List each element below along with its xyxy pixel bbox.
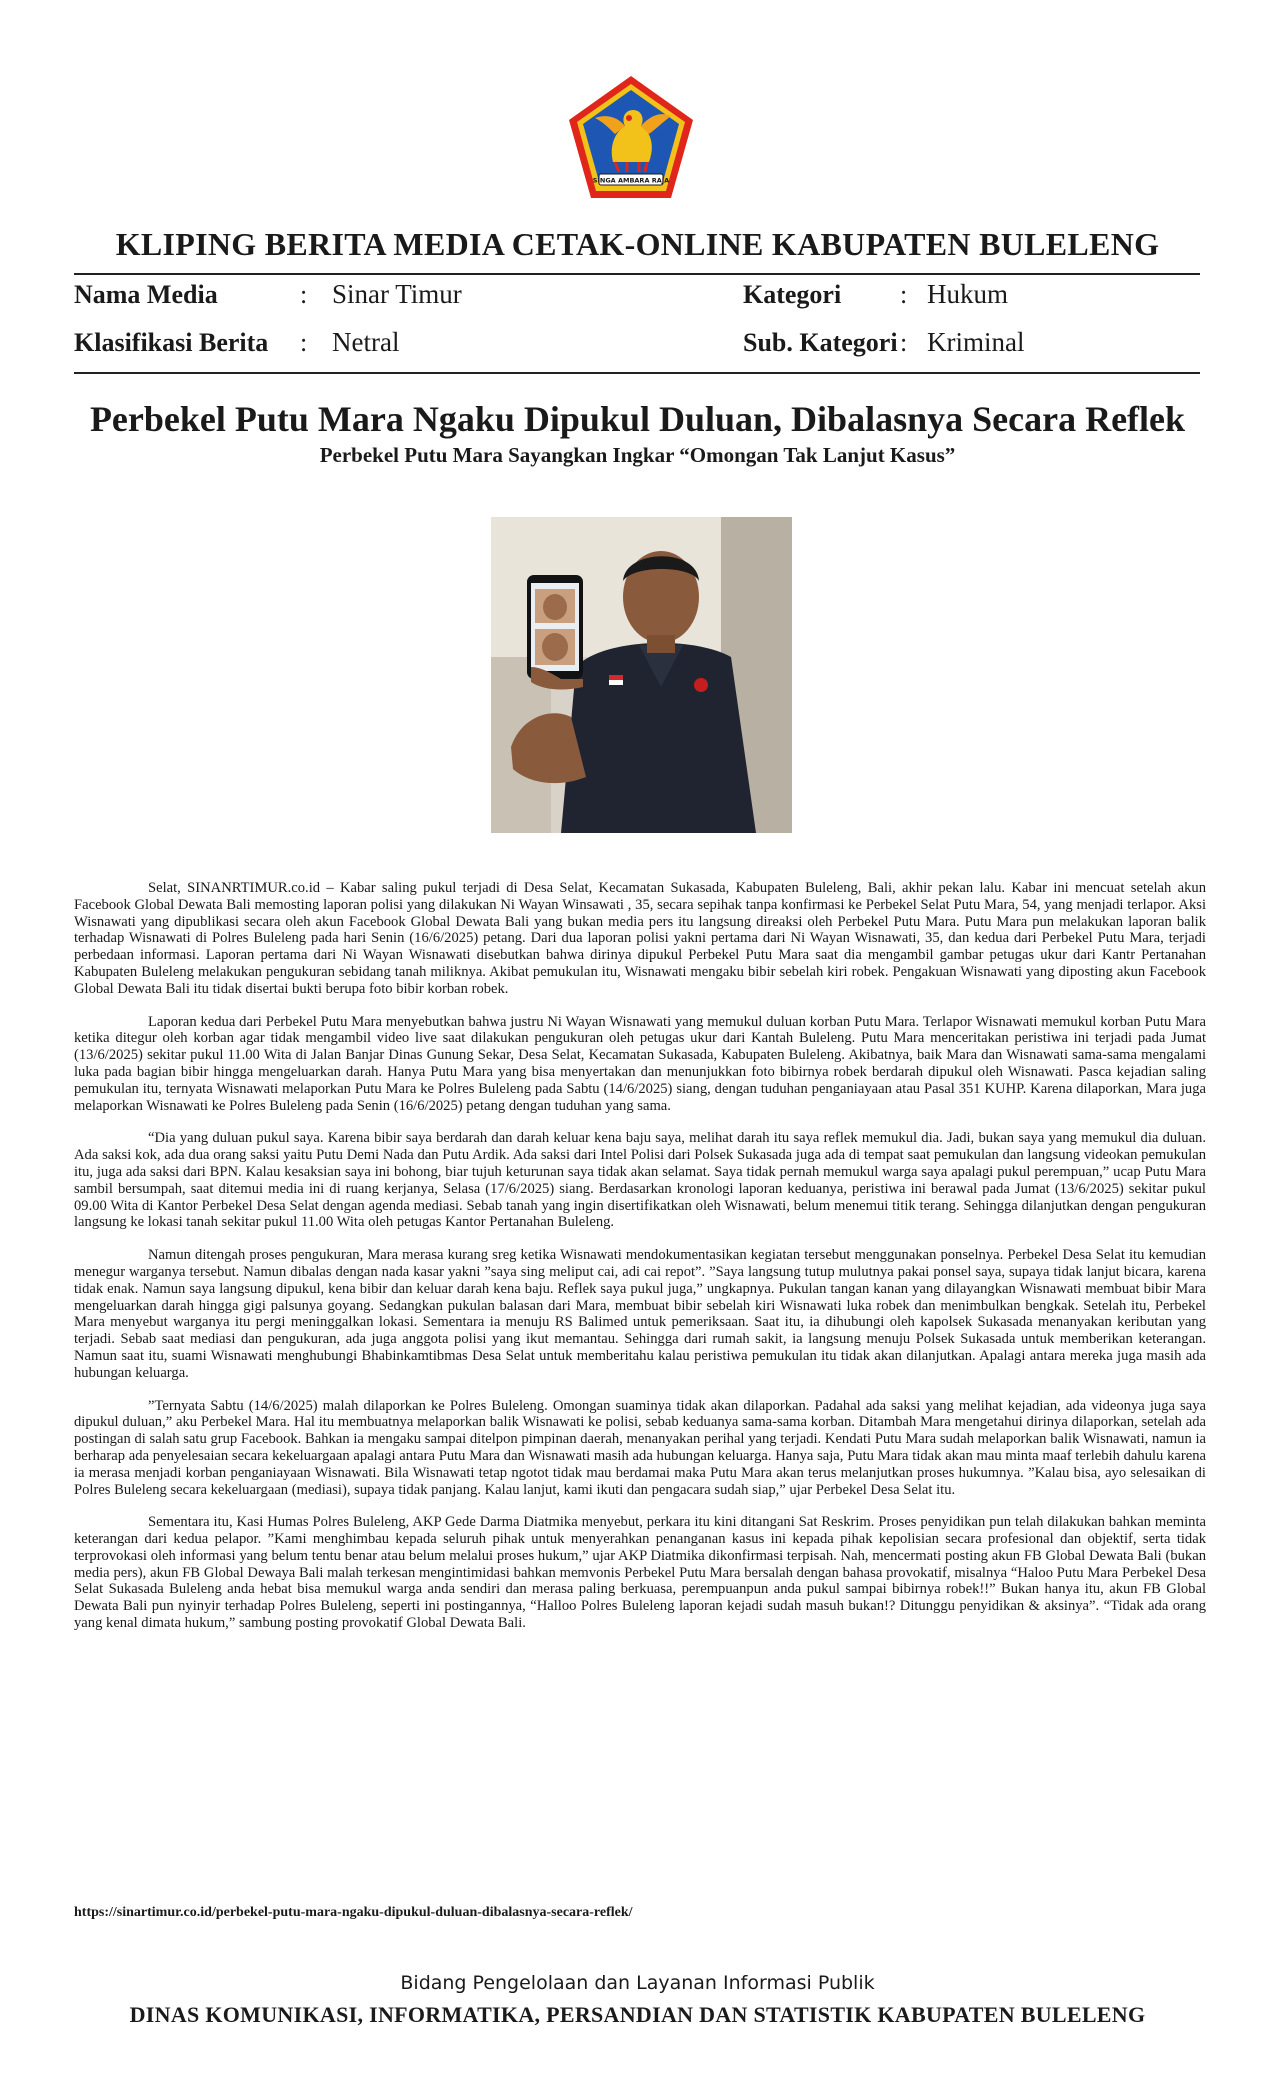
article-headline: Perbekel Putu Mara Ngaku Dipukul Duluan, Dibalasnya Secara Reflek xyxy=(89,399,1186,439)
kategori-value: Hukum xyxy=(927,279,1008,309)
nama-media-value: Sinar Timur xyxy=(332,279,462,309)
top-divider xyxy=(74,273,1200,275)
klasifikasi-label: Klasifikasi Berita xyxy=(74,328,269,357)
article-subheadline: Perbekel Putu Mara Sayangkan Ingkar “Omongan Tak Lanjut Kasus” xyxy=(319,443,956,467)
article-paragraph: Namun ditengah proses pengukuran, Mara merasa kurang sreg ketika Wisnawati mendokumentasikan kegiatan tersebut menggunakan ponselnya. Perbekel Desa Selat itu kemudian menegur warganya tersebut. Namun dibalas dengan nada kasar yakni ”saya sing meliput cai, adi cai repot”. ”Saya langsung tutup mulutnya pakai ponsel saya, supaya tidak lanjut bicara, karena tidak enak. Namun saya langsung dipukul, kena bibir dan keluar darah kena baju. Reflek saya pukul juga,” ungkapnya. Pukulan tangan kanan yang dilayangkan Wisnawati membuat bibir Mara mengeluarkan darah hingga gigi palsunya goyang. Sedangkan pukulan balasan dari Mara, membuat bibir sebelah kiri Wisnawati luka robek dan menimbulkan bengkak. Setelah itu, Perbekel Mara menyebut warganya itu pergi meninggalkan lokasi. Sementara ia menuju RS Balimed untuk pemeriksaan. Saat itu, ia dihubungi oleh kapolsek Sukasada menanyakan keributan yang terjadi. Sebab saat mediasi dan pengukuran, ada juga anggota polisi yang ikut memantau. Sehingga dari rumah sakit, ia langsung menuju Polsek Sukasada untuk memberikan keterangan. Namun saat itu, suami Wisnawati menghubungi Bhabinkamtibmas Desa Selat untuk memberitahu kalau peristiwa pemukulan itu tidak akan dilanjutkan. Apalagi antara mereka juga masih ada hubungan keluarga. xyxy=(74,1247,1206,1381)
source-url-link[interactable]: https://sinartimur.co.id/perbekel-putu-mara-ngaku-dipukul-duluan-dibalasnya-secara-reflek/ xyxy=(74,1905,633,1920)
footer-department: Bidang Pengelolaan dan Layanan Informasi Publik xyxy=(400,1972,875,1994)
footer-agency: DINAS KOMUNIKASI, INFORMATIKA, PERSANDIAN DAN STATISTIK KABUPATEN BULELENG xyxy=(129,2002,1146,2027)
buleleng-emblem-logo xyxy=(565,74,697,202)
article-paragraph: “Dia yang duluan pukul saya. Karena bibir saya berdarah dan darah keluar kena baju saya, melihat darah itu saya reflek memukul dia. Jadi, bukan saya yang memukul dia duluan. Ada saksi kok, ada dua orang saksi yaitu Putu Demi Nada dan Putu Ardik. Ada saksi dari Intel Polisi dari Polsek Sukasada juga ada di tempat saat pemukulan dan langsung videokan pemukulan itu, juga ada saksi dari BPN. Kalau kesaksian saya ini bohong, biar tujuh keturunan saya tidak akan selamat. Saya tidak pernah memukul warga saya apalagi pukul perempuan,” ucap Putu Mara sambil bersumpah, saat ditemui media ini di ruang kerjanya, Selasa (17/6/2025) siang. Berdasarkan kronologi laporan keduanya, peristiwa ini berawal pada Jumat (13/6/2025) sekitar pukul 09.00 Wita di Kantor Perbekel Desa Selat dengan agenda mediasi. Sebab tanah yang ingin disertifikatkan oleh Wisnawati, belum menemui titik terang. Sehingga dilanjutkan dengan pengukuran langsung ke lokasi tanah sekitar pukul 11.00 Wita oleh petugas Kantor Pertanahan Buleleng. xyxy=(74,1130,1206,1231)
klasifikasi-colon: : xyxy=(300,328,308,357)
article-paragraph: Sementara itu, Kasi Humas Polres Buleleng, AKP Gede Darma Diatmika menyebut, perkara itu kini ditangani Sat Reskrim. Proses penyidikan pun telah dilakukan bahkan meminta keterangan dari kedua pelapor. ”Kami menghimbau kepada seluruh pihak untuk menyerahkan penanganan kasus ini kepada pihak kepolisian secara profesional dan objektif, serta tidak terprovokasi oleh informasi yang belum tentu benar atau belum melalui proses hukum,” ujar AKP Diatmika dikonfirmasi terpisah. Nah, mencermati posting akun FB Global Dewata Bali (bukan media pers), akun FB Global Dewaya Bali malah terkesan mengintimidasi bahkan memvonis Perbekel Putu Mara bersalah dengan bahasa provokatif, misalnya “Haloo Putu Mara Perbekel Desa Selat Sukasada Buleleng anda hebat bisa memukul warga anda sendiri dan merasa paling berkuasa, perempuanpun anda pukul sampai bibirnya robek!!” Bukan hanya itu, akun FB Global Dewata Bali pun nyinyir terhadap Polres Buleleng, seperti ini postingannya, “Halloo Polres Buleleng laporan kejadi sudah masuh bukan!? Ditunggu penyidikan & aksinya”. “Tidak ada orang yang kenal dimata hukum,” sambung posting provokatif Global Dewata Bali. xyxy=(74,1514,1206,1632)
sub-kategori-label: Sub. Kategori xyxy=(743,328,898,357)
sub-kategori-value: Kriminal xyxy=(927,327,1025,357)
article-paragraph: ”Ternyata Sabtu (14/6/2025) malah dilaporkan ke Polres Buleleng. Omongan suaminya tidak akan dilaporkan. Padahal ada saksi yang melihat kejadian, ada videonya juga saya dipukul duluan,” aku Perbekel Mara. Hal itu membuatnya melaporkan balik Wisnawati ke polisi, sebab keduanya sama-sama korban. Ditambah Mara mengetahui dirinya dilaporkan, setelah ada postingan di salah satu grup Facebook. Bahkan ia mengaku sampai ditelpon pimpinan daerah, menanyakan perihal yang terjadi. Kendati Putu Mara sudah melaporkan balik Wisnawati, namun ia berharap ada penyelesaian secara kekeluargaan apalagi antara Putu Mara dan Wisnawati masih ada hubungan keluarga. Hanya saja, Putu Mara tidak akan mau minta maaf terlebih dahulu karena ia merasa menjadi korban penganiayaan Wisnawati. Bila Wisnawati tetap ngotot tidak mau berdamai maka Putu Mara akan terus melanjutkan proses hukumnya. ”Kalau bisa, ayo selesaikan di Polres Buleleng secara kekeluargaan (mediasi), supaya tidak panjang. Kalau lanjut, kami ikuti dan pengacara sudah siap,” ujar Perbekel Desa Selat itu. xyxy=(74,1397,1206,1498)
nama-media-label: Nama Media xyxy=(74,280,218,309)
sub-kategori-colon: : xyxy=(900,328,908,357)
clipping-title: KLIPING BERITA MEDIA CETAK-ONLINE KABUPATEN BULELENG xyxy=(115,226,1160,262)
nama-media-colon: : xyxy=(300,280,308,309)
emblem-motto: SINGA AMBARA RAJA xyxy=(592,176,670,185)
klasifikasi-value: Netral xyxy=(332,327,400,357)
kategori-colon: : xyxy=(900,280,908,309)
article-photo xyxy=(491,517,792,833)
meta-divider xyxy=(74,372,1200,374)
article-paragraph: Laporan kedua dari Perbekel Putu Mara menyebutkan bahwa justru Ni Wayan Wisnawati yang memukul duluan korban Putu Mara. Terlapor Wisnawati memukul korban Putu Mara ketika ditegur oleh korban agar tidak mengambil video live saat dilakukan pengukuran oleh petugas ukur dari Kantah Buleleng. Putu Mara menceritakan peristiwa ini terjadi pada Jumat (13/6/2025) sekitar pukul 11.00 Wita di Jalan Banjar Dinas Gunung Sekar, Desa Selat, Kecamatan Sukasada, Kabupaten Buleleng. Akibatnya, baik Mara dan Wisnawati sama-sama mengalami luka pada bagian bibir hingga mengeluarkan darah. Hanya Putu Mara yang bisa menyertakan dan menunjukkan foto bibirnya robek berdarah dipukul oleh Wisnawati. Pasca kejadian saling pemukulan itu, ternyata Wisnawati melaporkan Putu Mara ke Polres Buleleng pada Sabtu (14/6/2025) siang, dengan tuduhan penganiayaan atau Pasal 351 KUHP. Karena dilaporkan, Mara juga melaporkan Wisnawati ke Polres Buleleng pada Senin (16/6/2025) petang dengan tuduhan yang sama. xyxy=(74,1013,1206,1114)
article-paragraph: Selat, SINANRTIMUR.co.id – Kabar saling pukul terjadi di Desa Selat, Kecamatan Sukasada, Kabupaten Buleleng, Bali, akhir pekan lalu. Kabar ini mencuat setelah akun Facebook Global Dewata Bali memosting laporan polisi yang dilakukan Ni Wayan Winsawati , 35, secara sepihak tanpa konfirmasi ke Perbekel Selat Putu Mara, 54, yang menjadi terlapor. Aksi Wisnawati yang dipublikasi secara oleh akun Facebook Global Dewata Bali yang bukan media pers itu langsung direaksi oleh Perbekel Putu Mara. Putu Mara pun melakukan laporan balik terhadap Wisnawati di Polres Buleleng pada hari Senin (16/6/2025) petang. Dari dua laporan polisi yakni pertama dari Ni Wayan Wisnawati, 35, dan kedua dari Perbekel Putu Mara, terjadi perbedaan informasi. Laporan pertama dari Ni Wayan Wisnawati disebutkan bahwa dirinya dipukul Perbekel Putu Mara saat dia mengambil gambar petugas ukur dari Kantr Pertanahan Kabupaten Buleleng melakukan pengukuran sebidang tanah miliknya. Akibat pemukulan itu, Wisnawati mengaku bibir sebelah kiri robek. Pengakuan Wisnawati yang diposting akun Facebook Global Dewata Bali itu tidak disertai bukti berupa foto bibir korban robek. xyxy=(74,880,1206,997)
kategori-label: Kategori xyxy=(743,280,842,309)
article-body xyxy=(74,880,1206,1648)
